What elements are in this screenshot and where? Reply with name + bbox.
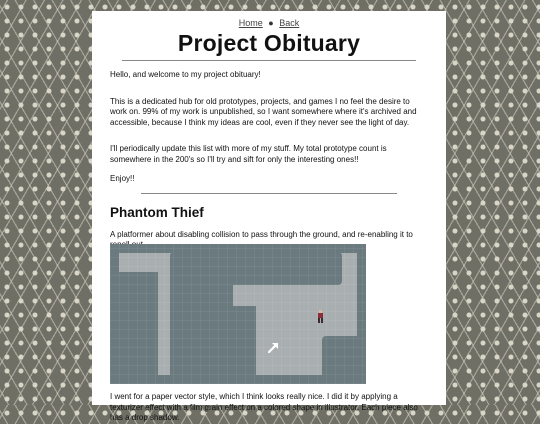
player-sprite-icon bbox=[317, 310, 324, 323]
project-screenshot bbox=[110, 244, 366, 384]
title-divider bbox=[122, 60, 416, 61]
project-title: Phantom Thief bbox=[110, 204, 204, 220]
cursor-arrow-icon bbox=[267, 340, 281, 354]
page-title: Project Obituary bbox=[177, 30, 361, 56]
grid-texture bbox=[110, 244, 366, 384]
intro-paragraph: This is a dedicated hub for old prototypes, projects, and games I no feel the desire to work on. 99% of my work is unpublished, so I want somewhere where it's archived and accessible, because I think my ideas are cool, even if they never see the light of day. bbox=[110, 96, 417, 127]
top-nav bbox=[92, 18, 446, 28]
page-card bbox=[92, 11, 446, 422]
intro-paragraph: I'll periodically update this list with more of my stuff. My total prototype count is somewhere in the 200's so I'll try and sift for only the interesting ones!! bbox=[110, 144, 387, 164]
section-divider bbox=[141, 193, 397, 194]
back-link[interactable]: Back bbox=[279, 18, 300, 28]
intro-paragraph: Enjoy!! bbox=[110, 174, 135, 183]
home-link[interactable]: Home bbox=[238, 18, 263, 28]
project-followup-section bbox=[92, 392, 446, 424]
intro-paragraph: Hello, and welcome to my project obituary! bbox=[110, 70, 261, 79]
intro-section bbox=[92, 70, 446, 185]
project-followup: I went for a paper vector style, which I think looks really nice. I did it by applying a texturizer effect with a film grain effect on a colored shape in illustrator. Each piece also has a drop shadow. bbox=[110, 392, 418, 422]
nav-separator: ● bbox=[268, 18, 274, 28]
project-description: A platformer about disabling collision to pass through the ground, and re-enabling it to bbox=[110, 229, 413, 239]
